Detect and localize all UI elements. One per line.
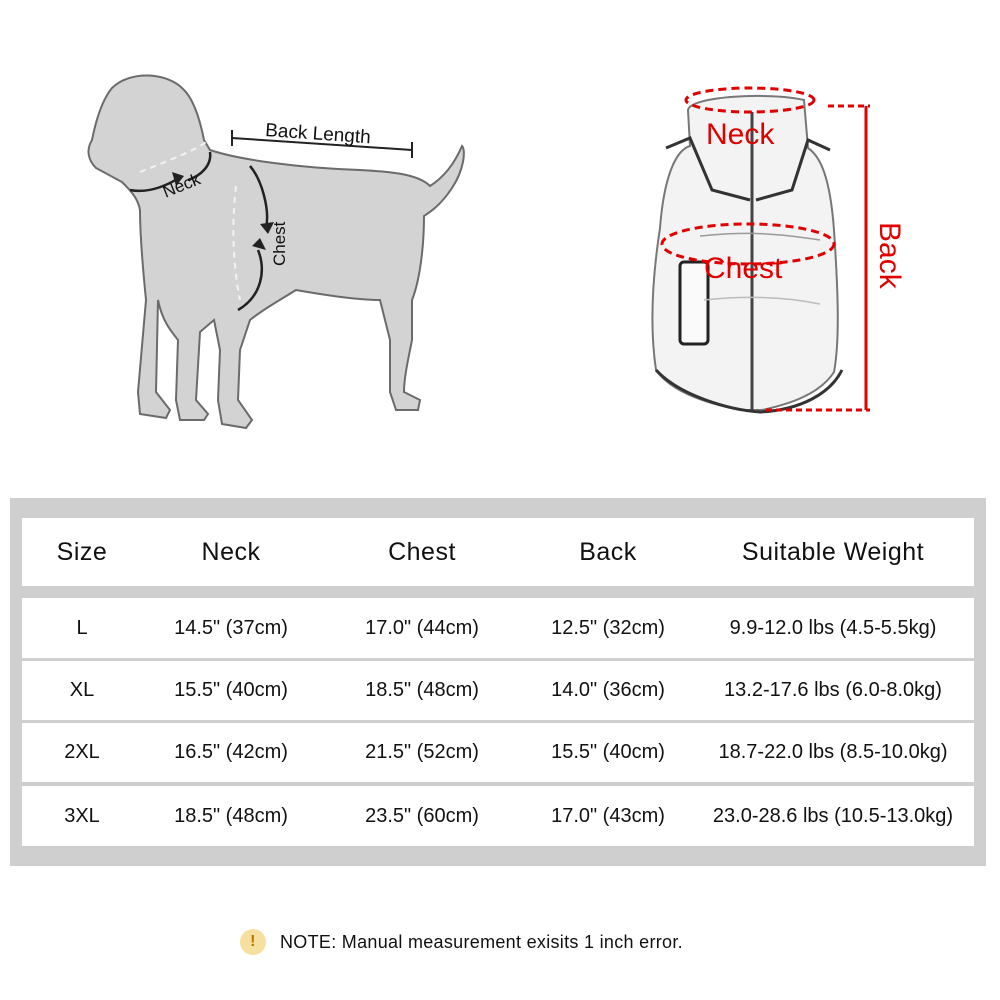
weight-cell: 13.2-17.6 lbs (6.0-8.0kg): [724, 679, 942, 701]
chest-cell: 21.5" (52cm): [365, 741, 479, 763]
header-suitable-weight: Suitable Weight: [741, 537, 925, 566]
weight-cell: 18.7-22.0 lbs (8.5-10.0kg): [718, 741, 948, 763]
neck-cell: 14.5" (37cm): [174, 616, 288, 639]
warning-icon: !: [240, 929, 266, 955]
dog-neck-label: Neck: [160, 169, 204, 202]
size-cell: 3XL: [64, 804, 100, 827]
measurement-figure: [0, 0, 1000, 480]
header-chest: Chest: [388, 537, 456, 566]
coat-neck-label: Neck: [706, 118, 775, 151]
coat-chest-label: Chest: [704, 252, 783, 285]
table-header-row: [22, 518, 974, 586]
back-cell: 17.0" (43cm): [551, 804, 665, 827]
coat-back-label: Back: [873, 222, 906, 289]
neck-cell: 18.5" (48cm): [174, 804, 288, 827]
size-cell: XL: [69, 679, 95, 701]
size-cell: L: [76, 616, 88, 639]
back-cell: 12.5" (32cm): [551, 616, 665, 639]
measurement-note: [240, 928, 683, 956]
header-neck: Neck: [201, 537, 261, 566]
table-row: [22, 661, 974, 720]
header-size: Size: [56, 537, 108, 566]
weight-cell: 23.0-28.6 lbs (10.5-13.0kg): [712, 804, 954, 827]
back-length-label: Back Length: [264, 120, 372, 149]
size-table: [10, 498, 986, 866]
neck-cell: 15.5" (40cm): [174, 679, 288, 701]
note-text: NOTE: Manual measurement exisits 1 inch error.: [280, 931, 683, 952]
chest-cell: 18.5" (48cm): [365, 679, 479, 701]
back-cell: 14.0" (36cm): [551, 679, 665, 701]
header-back: Back: [579, 537, 637, 566]
table-row: [22, 598, 974, 658]
table-row: [22, 786, 974, 846]
back-cell: 15.5" (40cm): [551, 741, 665, 763]
chest-cell: 17.0" (44cm): [365, 616, 479, 639]
weight-cell: 9.9-12.0 lbs (4.5-5.5kg): [729, 616, 937, 639]
neck-cell: 16.5" (42cm): [174, 741, 288, 763]
dog-chest-label: Chest: [270, 221, 289, 266]
size-cell: 2XL: [64, 741, 100, 763]
table-row: [22, 723, 974, 782]
measurement-illustration: [0, 0, 1000, 480]
chest-cell: 23.5" (60cm): [365, 804, 479, 827]
